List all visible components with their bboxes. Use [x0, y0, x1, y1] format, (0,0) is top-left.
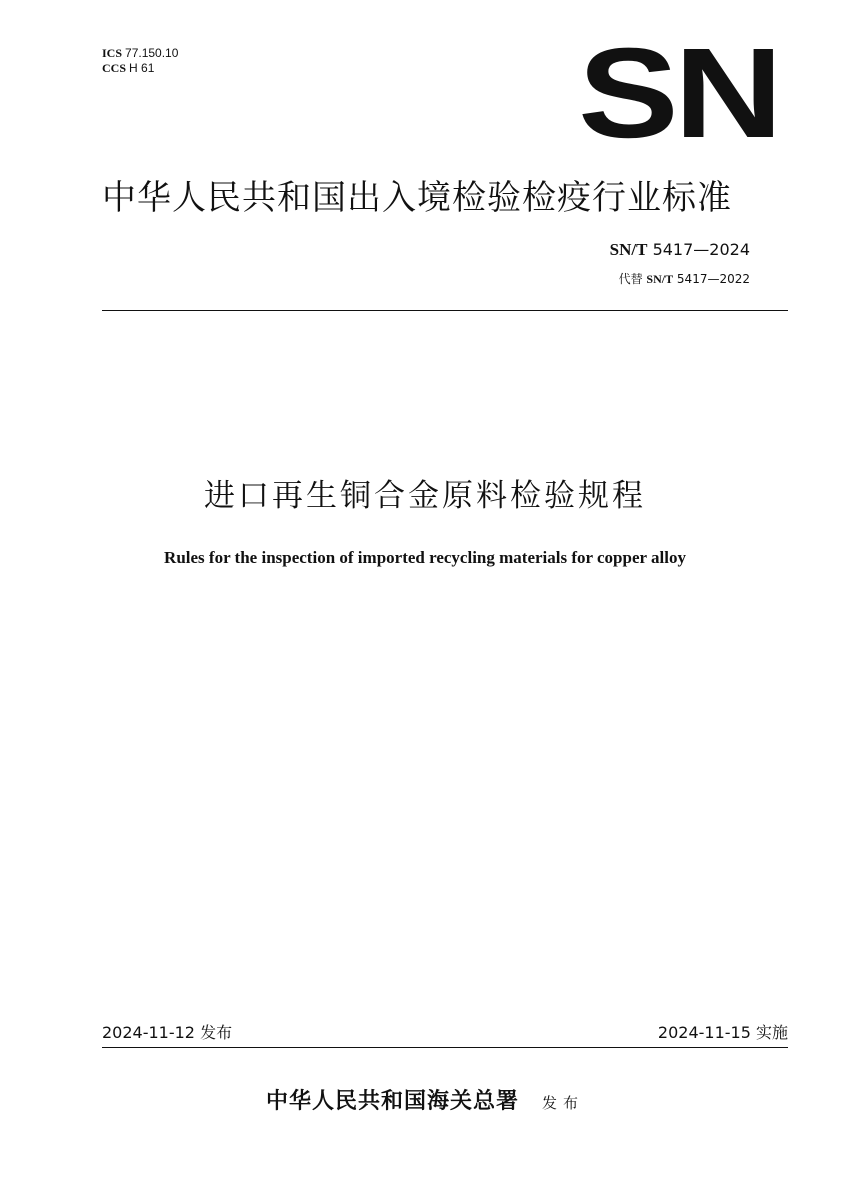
replaces-prefix: SN/T	[646, 272, 674, 286]
top-divider	[102, 310, 788, 311]
sn-logo: SN	[578, 22, 779, 165]
implementation-date: 2024-11-15 实施	[657, 1023, 788, 1042]
publisher	[0, 1084, 850, 1115]
ccs-code-line	[102, 61, 178, 76]
publisher-name: 中华人民共和国海关总署	[265, 1088, 519, 1114]
replaces-standard	[619, 270, 750, 287]
replaces-value: 5417—2022	[676, 272, 750, 286]
bottom-divider	[102, 1047, 788, 1048]
publisher-verb: 发布	[542, 1094, 585, 1112]
standard-number	[610, 240, 750, 260]
document-title-chinese: 进口再生铜合金原料检验规程	[204, 478, 646, 514]
standard-number-prefix: SN/T	[609, 240, 648, 259]
classification-codes	[102, 46, 178, 76]
ics-code-line	[102, 46, 178, 61]
document-title-english: Rules for the inspection of imported recycling materials for copper alloy	[164, 548, 686, 567]
standard-number-value: 5417—2024	[652, 240, 750, 259]
agency-title: 中华人民共和国出入境检验检疫行业标准	[102, 178, 732, 218]
ics-label: ICS	[102, 46, 123, 60]
replaces-label: 代替	[618, 272, 643, 286]
ccs-value: H 61	[129, 61, 155, 75]
issue-date: 2024-11-12 发布	[102, 1023, 233, 1042]
ics-value: 77.150.10	[125, 46, 179, 60]
ccs-label: CCS	[102, 61, 127, 75]
